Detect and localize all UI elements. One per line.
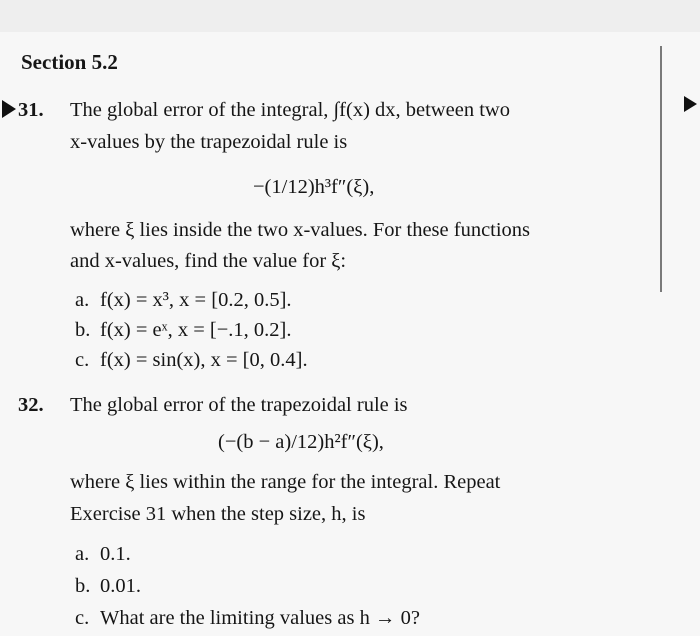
exercise-32-line-2: where ξ lies within the range for the integral. Repeat [70, 471, 501, 493]
exercise-31-formula: −(1/12)h³f″(ξ), [253, 176, 375, 198]
exercise-31-part-a: f(x) = x³, x = [0.2, 0.5]. [100, 289, 292, 311]
exercise-31-part-c-label: c. [75, 349, 90, 371]
exercise-32-part-a: 0.1. [100, 543, 131, 565]
exercise-32-part-c-label: c. [75, 607, 90, 629]
section-title: Section 5.2 [21, 50, 118, 74]
exercise-31-line-4: and x-values, find the value for ξ: [70, 250, 347, 272]
exercise-32-part-c: What are the limiting values as h → 0? [100, 607, 420, 629]
exercise-32-line-1: The global error of the trapezoidal rule is [70, 394, 408, 416]
exercise-marker-arrow-icon [2, 100, 16, 118]
exercise-31-part-b-label: b. [75, 319, 91, 341]
exercise-31-part-b: f(x) = eˣ, x = [−.1, 0.2]. [100, 319, 292, 341]
column-divider [660, 46, 662, 292]
exercise-32-line-3: Exercise 31 when the step size, h, is [70, 503, 366, 525]
exercise-31-line-3: where ξ lies inside the two x-values. For these functions [70, 219, 531, 241]
exercise-31-part-a-label: a. [75, 289, 90, 311]
exercise-31-number: 31. [18, 99, 44, 121]
exercise-31-line-2: x-values by the trapezoidal rule is [70, 131, 348, 153]
exercise-32-part-a-label: a. [75, 543, 90, 565]
exercise-32-part-b: 0.01. [100, 575, 141, 597]
exercise-32-part-b-label: b. [75, 575, 91, 597]
exercise-32-number: 32. [18, 394, 44, 416]
exercise-31-line-1: The global error of the integral, ∫f(x) dx, between two [70, 99, 510, 121]
next-page-arrow-icon [684, 96, 697, 112]
exercise-31-part-c: f(x) = sin(x), x = [0, 0.4]. [100, 349, 308, 371]
exercise-32-formula: (−(b − a)/12)h²f″(ξ), [218, 431, 384, 453]
top-band [0, 0, 700, 33]
